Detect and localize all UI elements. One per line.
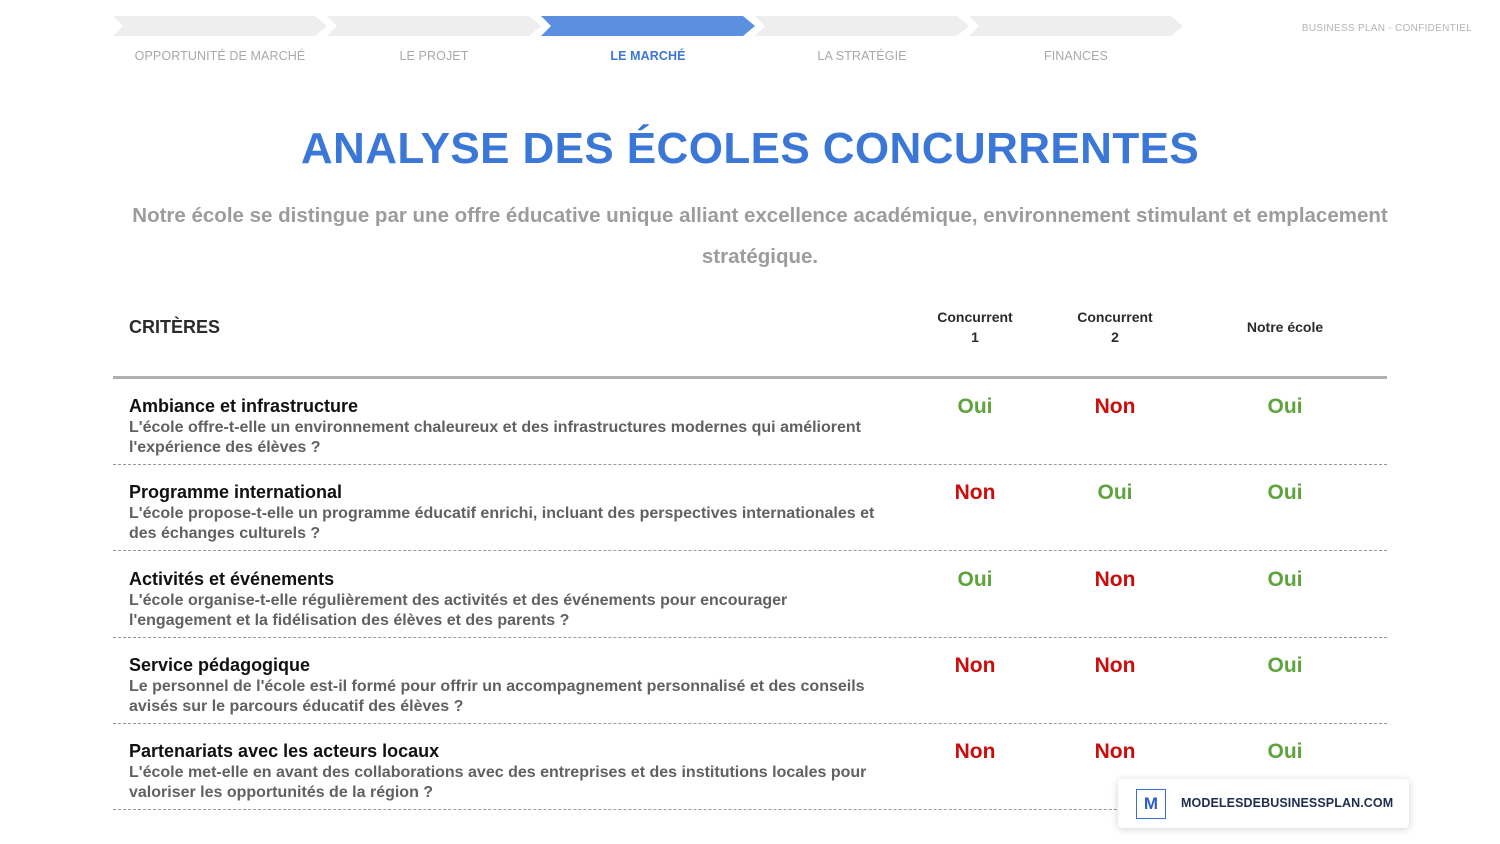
competitor-2-header bbox=[1055, 307, 1175, 347]
criteria-header: CRITÈRES bbox=[129, 317, 221, 337]
competitor-2-value: Non bbox=[1094, 568, 1136, 591]
competitor-2-value: Oui bbox=[1097, 481, 1133, 504]
competitor-1-value: Oui bbox=[957, 568, 993, 591]
criterion-description: Le personnel de l'école est-il formé pour offrir un accompagnement personnalisé et des conseils avisés sur le parcours éducatif des élèves ? bbox=[129, 678, 865, 715]
chevron-shape bbox=[327, 16, 541, 36]
page-subtitle: Notre école se distingue par une offre éducative unique alliant excellence académique, environnement stimulant et emplacement stratégique. bbox=[132, 204, 1388, 268]
competitor-1-header-line2: 1 bbox=[971, 329, 979, 345]
criterion-description: L'école met-elle en avant des collaborations avec des entreprises et des institutions locales pour valoriser les opportunités de la région ? bbox=[129, 764, 867, 801]
chevron-shape bbox=[541, 16, 755, 36]
criterion-name: Activités et événements bbox=[129, 569, 335, 589]
competitor-1-value: Non bbox=[954, 481, 996, 504]
competitor-1-header-line1: Concurrent bbox=[937, 309, 1013, 325]
brand-badge[interactable] bbox=[1118, 779, 1409, 828]
criterion-name: Programme international bbox=[129, 482, 343, 502]
progress-nav bbox=[113, 16, 1188, 66]
competitor-2-value: Non bbox=[1094, 395, 1136, 418]
nav-step-opportunite[interactable] bbox=[113, 16, 327, 66]
criterion-name: Service pédagogique bbox=[129, 655, 311, 675]
our-school-value: Oui bbox=[1267, 654, 1303, 677]
our-school-value: Oui bbox=[1267, 395, 1303, 418]
brand-logo-icon: M bbox=[1136, 789, 1166, 819]
nav-step-strategie[interactable] bbox=[755, 16, 969, 66]
nav-step-label: LE PROJET bbox=[399, 49, 469, 63]
confidential-label: BUSINESS PLAN - CONFIDENTIEL bbox=[1301, 23, 1472, 34]
chevron-shape bbox=[113, 16, 327, 36]
table-row bbox=[113, 552, 1387, 638]
our-school-header: Notre école bbox=[1246, 319, 1324, 335]
competitor-2-value: Non bbox=[1094, 740, 1136, 763]
competitor-2-header-line2: 2 bbox=[1111, 329, 1119, 345]
competitor-2-value: Non bbox=[1094, 654, 1136, 677]
nav-step-label: OPPORTUNITÉ DE MARCHÉ bbox=[134, 49, 306, 63]
competitor-2-header-line1: Concurrent bbox=[1077, 309, 1153, 325]
criterion-name: Ambiance et infrastructure bbox=[129, 396, 359, 416]
competitor-1-header bbox=[915, 307, 1035, 347]
our-school-value: Oui bbox=[1267, 568, 1303, 591]
nav-step-projet[interactable] bbox=[327, 16, 541, 66]
table-row bbox=[113, 465, 1387, 551]
competitor-1-value: Non bbox=[954, 654, 996, 677]
competitor-1-value: Non bbox=[954, 740, 996, 763]
nav-step-marche[interactable] bbox=[541, 16, 755, 66]
criterion-description: L'école propose-t-elle un programme éducatif enrichi, incluant des perspectives internationales et des échanges culturels ? bbox=[129, 505, 875, 542]
nav-step-label: FINANCES bbox=[1043, 49, 1108, 63]
table-header bbox=[113, 300, 1387, 378]
table-row bbox=[113, 638, 1387, 724]
criterion-description: L'école organise-t-elle régulièrement des activités et des événements pour encourager l'engagement et la fidélisation des élèves et des parents ? bbox=[129, 592, 788, 629]
our-school-value: Oui bbox=[1267, 740, 1303, 763]
criterion-name: Partenariats avec les acteurs locaux bbox=[129, 741, 440, 761]
our-school-value: Oui bbox=[1267, 481, 1303, 504]
table-row bbox=[113, 379, 1387, 465]
competitor-1-value: Oui bbox=[957, 395, 993, 418]
nav-step-label: LA STRATÉGIE bbox=[817, 49, 907, 63]
nav-step-label: LE MARCHÉ bbox=[610, 49, 686, 63]
criterion-description: L'école offre-t-elle un environnement chaleureux et des infrastructures modernes qui améliorent l'expérience des élèves ? bbox=[129, 419, 861, 456]
nav-step-finances[interactable] bbox=[969, 16, 1183, 66]
chevron-shape bbox=[969, 16, 1183, 36]
chevron-shape bbox=[755, 16, 969, 36]
page-title: ANALYSE DES ÉCOLES CONCURRENTES bbox=[300, 124, 1200, 173]
brand-name: MODELESDEBUSINESSPLAN.COM bbox=[1181, 796, 1394, 810]
